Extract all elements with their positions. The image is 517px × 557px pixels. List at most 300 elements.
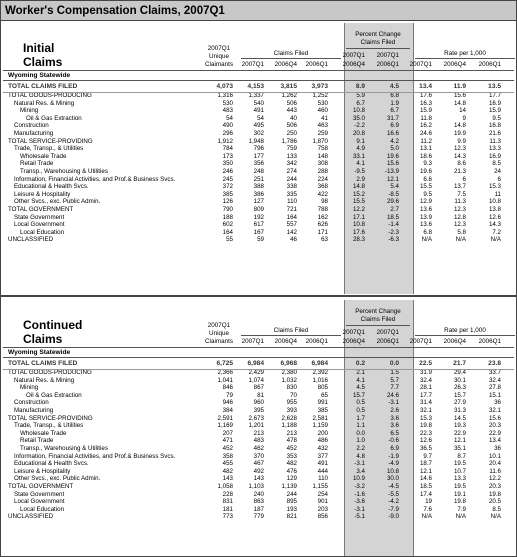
table-row bbox=[1, 392, 516, 400]
cell-col-2: 830 bbox=[286, 384, 297, 392]
cell-col-2: 557 bbox=[286, 221, 297, 229]
cell-col-1: 2,429 bbox=[248, 369, 264, 376]
cell-col-4: 10.8 bbox=[352, 221, 365, 229]
cell-col-8: 12.2 bbox=[488, 475, 501, 483]
cell-col-1: 2,673 bbox=[248, 414, 264, 422]
cell-col-3: 98 bbox=[321, 198, 328, 206]
row-label: Local Government bbox=[14, 221, 65, 229]
cell-col-1: 4,153 bbox=[247, 83, 264, 90]
cell-col-1: 796 bbox=[253, 145, 264, 153]
cell-col-7: 8.6 bbox=[457, 160, 466, 168]
cell-col-7: 29.4 bbox=[453, 369, 466, 376]
cell-col-1: 167 bbox=[253, 228, 264, 236]
table-row bbox=[1, 475, 516, 483]
cell-col-2: 3,815 bbox=[280, 83, 297, 90]
total-rule bbox=[3, 369, 514, 370]
cell-col-3: 991 bbox=[317, 399, 328, 407]
claims-table bbox=[1, 358, 516, 521]
cell-col-0: 55 bbox=[226, 236, 233, 244]
table-row bbox=[1, 122, 516, 130]
cell-col-5: -1.4 bbox=[388, 221, 399, 229]
row-label: Wholesale Trade bbox=[20, 429, 67, 437]
cell-col-5: 6.9 bbox=[390, 444, 399, 452]
rate-rule bbox=[415, 58, 515, 59]
cell-col-6: 31.4 bbox=[419, 399, 432, 407]
cell-col-7: 13.3 bbox=[453, 475, 466, 483]
cell-col-5: -6.3 bbox=[388, 236, 399, 244]
row-label: Leisure & Hospitality bbox=[14, 190, 71, 198]
cell-col-5: 30.0 bbox=[386, 475, 399, 483]
table-row bbox=[1, 445, 516, 453]
cell-col-0: 471 bbox=[222, 437, 233, 445]
cell-col-0: 2,366 bbox=[217, 369, 233, 376]
cell-col-1: 251 bbox=[253, 175, 264, 183]
cell-col-7: 7.5 bbox=[457, 190, 466, 198]
cell-col-6: 6.8 bbox=[423, 228, 432, 236]
cell-col-4: 17.6 bbox=[352, 228, 365, 236]
table-row bbox=[1, 506, 516, 514]
table-row bbox=[1, 214, 516, 222]
row-label: Local Government bbox=[14, 498, 65, 506]
cell-col-1: 863 bbox=[253, 498, 264, 506]
cell-col-1: 960 bbox=[253, 399, 264, 407]
cell-col-0: 6,725 bbox=[216, 360, 233, 367]
row-label: TOTAL SERVICE-PROVIDING bbox=[8, 414, 93, 422]
cell-col-1: 395 bbox=[253, 406, 264, 414]
cell-col-6: 9.5 bbox=[423, 190, 432, 198]
row-label: Educational & Health Svcs. bbox=[14, 460, 89, 468]
header-percent-claims-filed: Claims Filed bbox=[360, 316, 396, 323]
cell-col-1: 59 bbox=[257, 236, 264, 244]
cell-col-8: 19.8 bbox=[488, 490, 501, 498]
cell-col-0: 790 bbox=[222, 205, 233, 213]
cell-col-2: 274 bbox=[286, 167, 297, 175]
section-label-line1: Continued bbox=[23, 318, 83, 332]
cell-col-6: 15.5 bbox=[419, 183, 432, 191]
cell-col-8: N/A bbox=[490, 513, 501, 521]
cell-col-4: 1.1 bbox=[356, 422, 365, 430]
cell-col-0: 482 bbox=[222, 467, 233, 475]
cell-col-7: 5.8 bbox=[457, 228, 466, 236]
cell-col-7: 9 bbox=[462, 114, 466, 122]
cell-col-8: 14.3 bbox=[488, 221, 501, 229]
table-row bbox=[1, 206, 516, 214]
cell-col-3: 901 bbox=[317, 498, 328, 506]
cell-col-1: 302 bbox=[253, 129, 264, 137]
cell-col-8: 22.9 bbox=[488, 429, 501, 437]
cell-col-1: 6,984 bbox=[247, 360, 264, 367]
header-pct-2006q1-top: 2007Q1 bbox=[376, 52, 399, 59]
header-pct-2006q1: 2006Q1 bbox=[376, 61, 399, 68]
rate-rule bbox=[415, 335, 515, 336]
cell-col-4: 15.7 bbox=[352, 391, 365, 399]
cell-col-7: N/A bbox=[455, 513, 466, 521]
cell-col-2: 721 bbox=[286, 205, 297, 213]
cell-col-4: 9.1 bbox=[356, 137, 365, 145]
cell-col-2: 476 bbox=[286, 467, 297, 475]
cell-col-1: 386 bbox=[253, 190, 264, 198]
table-row bbox=[1, 415, 516, 423]
cell-col-8: 8.5 bbox=[492, 160, 501, 168]
cell-col-8: 16.8 bbox=[488, 122, 501, 130]
cell-col-0: 296 bbox=[222, 129, 233, 137]
cell-col-5: 1.5 bbox=[390, 369, 399, 376]
cell-col-6: 19.8 bbox=[419, 422, 432, 430]
cell-col-6: 16.3 bbox=[419, 99, 432, 107]
cell-col-2: 40 bbox=[290, 114, 297, 122]
header-percent-change: Percent Change bbox=[355, 31, 401, 38]
cell-col-8: 15.6 bbox=[488, 414, 501, 422]
cell-col-6: 11.2 bbox=[420, 137, 432, 145]
cell-col-5: -0.6 bbox=[388, 437, 399, 445]
row-label: TOTAL CLAIMS FILED bbox=[8, 360, 78, 367]
cell-col-2: 2,628 bbox=[281, 414, 297, 422]
row-label: Trade, Transp., & Utilities bbox=[14, 145, 84, 153]
cell-col-3: 63 bbox=[321, 236, 328, 244]
cell-col-7: 14.8 bbox=[453, 122, 466, 130]
table-row bbox=[1, 453, 516, 461]
header-percent-claims-filed: Claims Filed bbox=[360, 39, 396, 46]
cell-col-7: 21.7 bbox=[453, 360, 466, 367]
cell-col-5: 5.0 bbox=[390, 145, 399, 153]
cell-col-1: 467 bbox=[253, 460, 264, 468]
cell-col-4: 0.0 bbox=[356, 429, 365, 437]
section-divider bbox=[1, 295, 516, 297]
row-label: Construction bbox=[14, 399, 49, 407]
section-label-line2: Claims bbox=[23, 55, 63, 69]
total-rule bbox=[3, 92, 514, 93]
cell-col-8: 36 bbox=[494, 399, 501, 407]
cell-col-7: 19.5 bbox=[453, 460, 466, 468]
cell-col-0: 1,041 bbox=[217, 376, 233, 384]
cell-col-0: 173 bbox=[222, 152, 233, 160]
cell-col-3: 1,159 bbox=[312, 422, 328, 430]
cell-col-7: 12.3 bbox=[453, 205, 466, 213]
cell-col-3: 2,581 bbox=[312, 414, 328, 422]
cell-col-0: 1,316 bbox=[217, 92, 233, 99]
table-row bbox=[1, 198, 516, 206]
total-row bbox=[1, 358, 516, 369]
cell-col-3: 460 bbox=[317, 107, 328, 115]
cell-col-5: -2.3 bbox=[388, 228, 399, 236]
cell-col-2: 164 bbox=[286, 213, 297, 221]
row-label: TOTAL CLAIMS FILED bbox=[8, 83, 78, 90]
cell-col-8: 16.9 bbox=[488, 152, 501, 160]
cell-col-2: 2,380 bbox=[281, 369, 297, 376]
cell-col-5: -5.5 bbox=[388, 490, 399, 498]
cell-col-0: 188 bbox=[222, 213, 233, 221]
header-claimants: Claimants bbox=[205, 61, 233, 68]
cell-col-1: 356 bbox=[253, 160, 264, 168]
cell-col-1: 388 bbox=[253, 183, 264, 191]
cell-col-1: 483 bbox=[253, 437, 264, 445]
cell-col-1: 540 bbox=[253, 99, 264, 107]
cell-col-1: 187 bbox=[253, 505, 264, 513]
cell-col-2: 193 bbox=[286, 505, 297, 513]
cell-col-4: 0.5 bbox=[356, 406, 365, 414]
cell-col-2: 393 bbox=[286, 406, 297, 414]
cell-col-4: 15.2 bbox=[352, 190, 365, 198]
cell-col-2: 1,786 bbox=[281, 137, 297, 145]
cell-col-1: 248 bbox=[253, 167, 264, 175]
cell-col-5: 31.7 bbox=[386, 114, 399, 122]
cell-col-6: 17.4 bbox=[419, 490, 432, 498]
table-row bbox=[1, 221, 516, 229]
table-row bbox=[1, 460, 516, 468]
header-claims-2007q1: 2007Q1 bbox=[241, 338, 264, 345]
cell-col-4: -3.2 bbox=[354, 482, 365, 490]
row-label: Mining bbox=[20, 107, 39, 115]
table-row bbox=[1, 130, 516, 138]
cell-col-0: 350 bbox=[222, 160, 233, 168]
group-label: Wyoming Statewide bbox=[8, 72, 71, 79]
header-pct-2006q1-top: 2007Q1 bbox=[376, 329, 399, 336]
header-unique: Unique bbox=[209, 53, 229, 60]
cell-col-2: 250 bbox=[286, 129, 297, 137]
section-label-line1: Initial bbox=[23, 41, 55, 55]
cell-col-6: 22.5 bbox=[419, 360, 432, 367]
header-claims-2006q4: 2006Q4 bbox=[274, 338, 297, 345]
cell-col-6: 32.1 bbox=[419, 406, 432, 414]
cell-col-3: 463 bbox=[317, 122, 328, 130]
cell-col-8: 11 bbox=[494, 190, 501, 198]
cell-col-8: 8.5 bbox=[492, 505, 501, 513]
cell-col-7: 15.6 bbox=[453, 92, 466, 99]
cell-col-2: 70 bbox=[290, 391, 297, 399]
cell-col-4: 3.4 bbox=[356, 467, 365, 475]
cell-col-0: 358 bbox=[222, 452, 233, 460]
cell-col-6: 18.6 bbox=[419, 152, 432, 160]
cell-col-1: 240 bbox=[253, 490, 264, 498]
header-rate-per-1000: Rate per 1,000 bbox=[444, 327, 486, 334]
cell-col-8: 27.8 bbox=[488, 384, 501, 392]
cell-col-2: 338 bbox=[286, 183, 297, 191]
cell-col-3: 758 bbox=[317, 145, 328, 153]
cell-col-2: 129 bbox=[286, 475, 297, 483]
cell-col-2: 244 bbox=[286, 175, 297, 183]
cell-col-2: 353 bbox=[286, 452, 297, 460]
table-row bbox=[1, 115, 516, 123]
cell-col-4: 35.0 bbox=[352, 114, 365, 122]
row-label: Leisure & Hospitality bbox=[14, 467, 71, 475]
header-percent-change: Percent Change bbox=[355, 308, 401, 315]
cell-col-1: 1,074 bbox=[248, 376, 264, 384]
table-row bbox=[1, 176, 516, 184]
cell-col-5: -9.0 bbox=[388, 513, 399, 521]
header-bottom-rule bbox=[3, 70, 514, 71]
cell-col-1: 370 bbox=[253, 452, 264, 460]
cell-col-3: 288 bbox=[317, 167, 328, 175]
table-row bbox=[1, 399, 516, 407]
cell-col-8: 20.3 bbox=[488, 482, 501, 490]
cell-col-7: 7.9 bbox=[457, 505, 466, 513]
cell-col-7: 14.5 bbox=[453, 414, 466, 422]
cell-col-3: 2,392 bbox=[312, 369, 328, 376]
cell-col-4: -3.1 bbox=[354, 460, 365, 468]
cell-col-5: 6.5 bbox=[390, 429, 399, 437]
row-label: Transp., Warehousing & Utilities bbox=[20, 167, 108, 175]
table-row bbox=[1, 384, 516, 392]
cell-col-0: 602 bbox=[222, 221, 233, 229]
cell-col-7: 35.1 bbox=[453, 444, 466, 452]
cell-col-0: 483 bbox=[222, 107, 233, 115]
header-claims-2006q1: 2006Q1 bbox=[305, 338, 328, 345]
cell-col-2: 759 bbox=[286, 145, 297, 153]
cell-col-4: 4.9 bbox=[356, 145, 365, 153]
cell-col-4: -2.2 bbox=[354, 122, 365, 130]
cell-col-6: 13.6 bbox=[419, 205, 432, 213]
cell-col-0: 384 bbox=[222, 406, 233, 414]
cell-col-3: 491 bbox=[317, 460, 328, 468]
cell-col-6: 7.6 bbox=[423, 505, 432, 513]
cell-col-2: 46 bbox=[290, 236, 297, 244]
cell-col-1: 495 bbox=[253, 122, 264, 130]
cell-col-4: 1.7 bbox=[356, 414, 365, 422]
header-claimants: Claimants bbox=[205, 338, 233, 345]
cell-col-3: 805 bbox=[317, 384, 328, 392]
cell-col-4: 2.9 bbox=[356, 175, 365, 183]
cell-col-6: 19.6 bbox=[419, 167, 432, 175]
cell-col-8: 13.4 bbox=[488, 437, 501, 445]
cell-col-7: 30.1 bbox=[453, 376, 466, 384]
cell-col-5: 2.6 bbox=[390, 406, 399, 414]
row-label: TOTAL GOODS-PRODUCING bbox=[8, 92, 92, 99]
percent-change-rule bbox=[346, 48, 410, 49]
cell-col-0: 846 bbox=[222, 384, 233, 392]
cell-col-4: 8.9 bbox=[355, 83, 365, 90]
header-bottom-rule bbox=[3, 347, 514, 348]
cell-col-4: 14.8 bbox=[352, 183, 365, 191]
cell-col-4: -3.6 bbox=[354, 498, 365, 506]
cell-col-8: 6 bbox=[497, 175, 501, 183]
table-row bbox=[1, 422, 516, 430]
cell-col-4: 0.5 bbox=[356, 399, 365, 407]
row-label: Information, Financial Activities, and Prof.& Business Svcs. bbox=[14, 452, 176, 460]
cell-col-2: 110 bbox=[287, 198, 297, 206]
cell-col-5: 0.0 bbox=[389, 360, 399, 367]
cell-col-7: 19.3 bbox=[453, 422, 466, 430]
cell-col-4: 4.8 bbox=[356, 452, 365, 460]
cell-col-7: 19.1 bbox=[453, 490, 466, 498]
header-pct-2007q1: 2006Q4 bbox=[342, 61, 365, 68]
cell-col-4: -9.5 bbox=[354, 167, 365, 175]
cell-col-8: 9.5 bbox=[492, 114, 501, 122]
cell-col-5: -4.9 bbox=[388, 460, 399, 468]
cell-col-4: 17.1 bbox=[352, 213, 365, 221]
cell-col-2: 142 bbox=[286, 228, 297, 236]
header-claims-2007q1: 2007Q1 bbox=[241, 61, 264, 68]
cell-col-5: -8.5 bbox=[388, 190, 399, 198]
cell-col-5: 24.6 bbox=[386, 391, 399, 399]
cell-col-5: 12.1 bbox=[386, 175, 399, 183]
cell-col-0: 181 bbox=[222, 505, 233, 513]
cell-col-1: 127 bbox=[253, 198, 264, 206]
cell-col-8: 20.3 bbox=[488, 422, 501, 430]
cell-col-2: 1,262 bbox=[281, 92, 297, 99]
cell-col-8: 16.9 bbox=[488, 99, 501, 107]
row-label: TOTAL GOVERNMENT bbox=[8, 482, 74, 490]
row-label: TOTAL SERVICE-PROVIDING bbox=[8, 137, 93, 145]
cell-col-4: 2.1 bbox=[356, 369, 365, 376]
cell-col-1: 779 bbox=[253, 513, 264, 521]
row-label: Local Education bbox=[20, 228, 65, 236]
cell-col-6: 28.1 bbox=[419, 384, 432, 392]
table-row bbox=[1, 483, 516, 491]
cell-col-4: 4.1 bbox=[356, 376, 365, 384]
row-label: Educational & Health Svcs. bbox=[14, 183, 89, 191]
cell-col-3: 6,984 bbox=[311, 360, 328, 367]
cell-col-8: 15.3 bbox=[488, 183, 501, 191]
cell-col-2: 1,139 bbox=[281, 482, 297, 490]
cell-col-6: 9.3 bbox=[423, 160, 432, 168]
cell-col-7: 8.7 bbox=[457, 452, 466, 460]
cell-col-6: 24.6 bbox=[419, 129, 432, 137]
total-row bbox=[1, 81, 516, 92]
group-label: Wyoming Statewide bbox=[8, 349, 71, 356]
cell-col-0: 385 bbox=[222, 190, 233, 198]
cell-col-3: 1,252 bbox=[312, 92, 328, 99]
table-row bbox=[1, 236, 516, 244]
cell-col-3: 162 bbox=[317, 213, 328, 221]
cell-col-5: 29.6 bbox=[386, 198, 399, 206]
cell-col-3: 385 bbox=[317, 406, 328, 414]
header-pct-2006q1: 2006Q1 bbox=[376, 338, 399, 345]
row-label: Wholesale Trade bbox=[20, 152, 67, 160]
cell-col-2: 506 bbox=[286, 122, 297, 130]
row-label: Oil & Gas Extraction bbox=[26, 391, 82, 399]
cell-col-7: 11.3 bbox=[454, 198, 466, 206]
cell-col-7: 12.3 bbox=[453, 221, 466, 229]
cell-col-8: 15.9 bbox=[488, 107, 501, 115]
cell-col-0: 164 bbox=[222, 228, 233, 236]
table-row bbox=[1, 229, 516, 237]
cell-col-3: 626 bbox=[317, 221, 328, 229]
cell-col-5: 6.9 bbox=[390, 122, 399, 130]
cell-col-1: 177 bbox=[253, 152, 264, 160]
cell-col-1: 54 bbox=[257, 114, 264, 122]
cell-col-5: 3.6 bbox=[390, 422, 399, 430]
cell-col-3: 788 bbox=[317, 205, 328, 213]
cell-col-4: 4.5 bbox=[356, 384, 365, 392]
header-claims-2006q4: 2006Q4 bbox=[274, 61, 297, 68]
cell-col-7: 11.9 bbox=[453, 83, 466, 90]
cell-col-4: 28.3 bbox=[352, 236, 365, 244]
table-row bbox=[1, 107, 516, 115]
cell-col-1: 1,201 bbox=[248, 422, 264, 430]
cell-col-4: 1.0 bbox=[356, 437, 365, 445]
percent-change-rule bbox=[346, 325, 410, 326]
cell-col-3: 148 bbox=[317, 152, 328, 160]
section-label-line2: Claims bbox=[23, 332, 63, 346]
cell-col-3: 171 bbox=[317, 228, 328, 236]
cell-col-4: 10.9 bbox=[352, 475, 365, 483]
row-label: UNCLASSIFIED bbox=[8, 236, 54, 244]
row-label: Retail Trade bbox=[20, 437, 54, 445]
cell-col-2: 342 bbox=[286, 160, 297, 168]
report-title: Worker's Compensation Claims, 2007Q1 bbox=[1, 1, 516, 21]
cell-col-0: 1,912 bbox=[217, 137, 233, 145]
cell-col-7: 12.8 bbox=[453, 213, 466, 221]
cell-col-1: 867 bbox=[253, 384, 264, 392]
cell-col-6: 9.7 bbox=[423, 452, 432, 460]
row-label: Natural Res. & Mining bbox=[14, 99, 75, 107]
cell-col-6: N/A bbox=[421, 513, 432, 521]
cell-col-1: 1,948 bbox=[248, 137, 264, 145]
row-label: Manufacturing bbox=[14, 129, 54, 137]
row-label: State Government bbox=[14, 213, 65, 221]
cell-col-3: 200 bbox=[317, 429, 328, 437]
cell-col-7: 19.9 bbox=[453, 129, 466, 137]
